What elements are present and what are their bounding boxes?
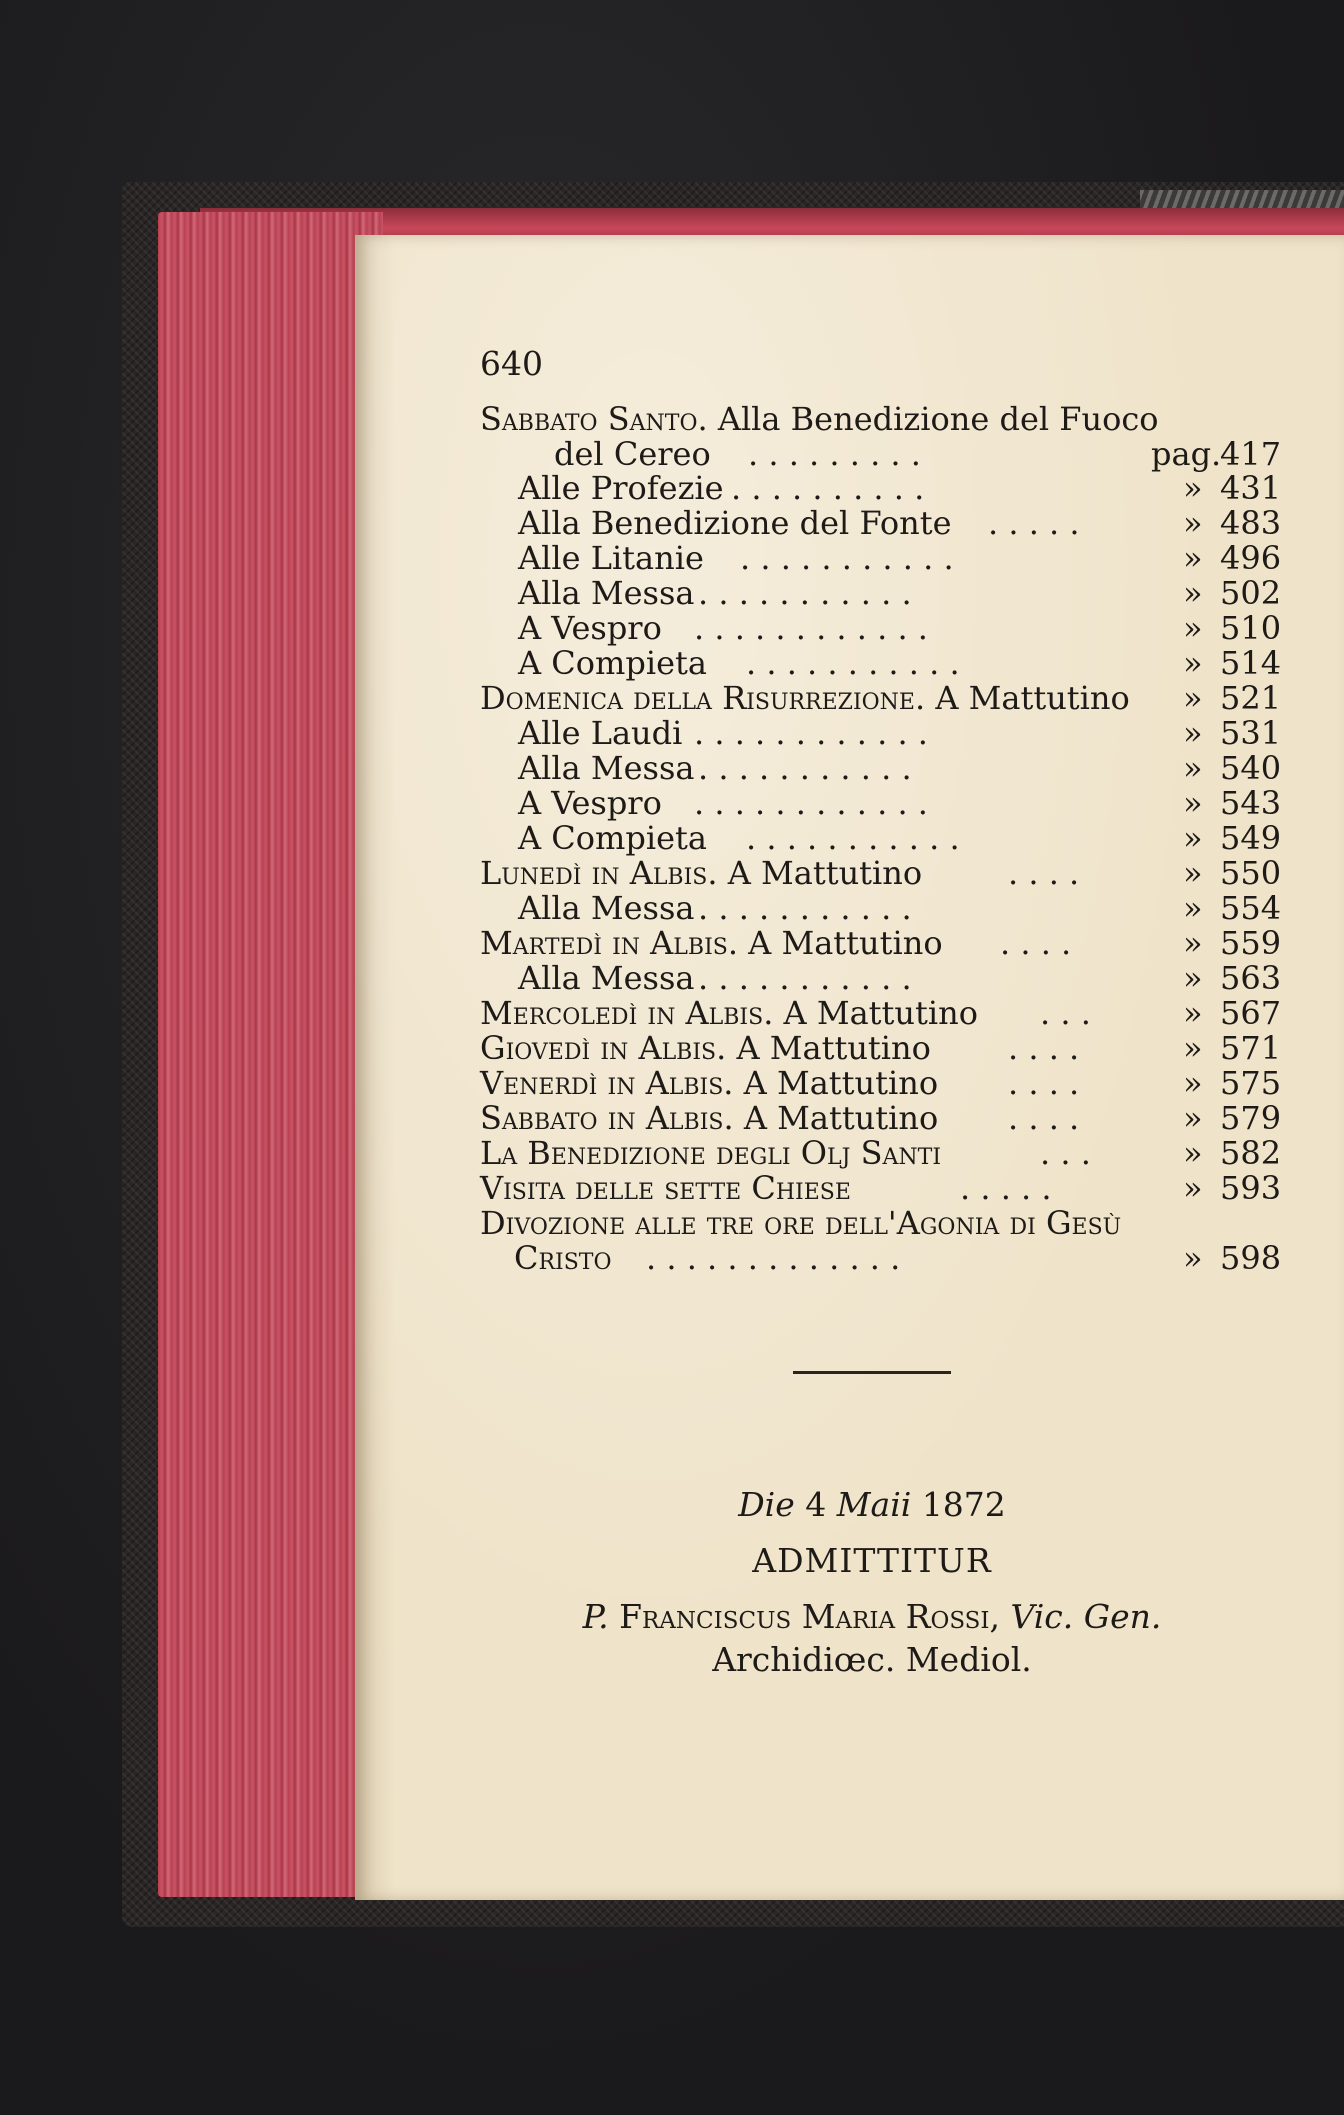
ditto-mark: » [1183, 539, 1203, 577]
entry-heading: Sabbato Santo. [480, 400, 708, 438]
leader-dots: . . . . [1008, 854, 1080, 892]
leader-dots: . . . . . . . . . . . [740, 539, 954, 577]
ditto-mark: » [1183, 679, 1203, 717]
ditto-mark: » [1183, 644, 1203, 682]
entry-heading: Sabbato in Albis. [480, 1099, 734, 1137]
entry-label: Alla Messa [518, 749, 695, 787]
leader-dots: . . . . . . . . . . . [698, 959, 912, 997]
index-entry [0, 541, 1280, 576]
ditto-mark: » [1183, 1064, 1203, 1102]
page-abbrev: pag. [1151, 435, 1222, 473]
entry-label: del Cereo [554, 435, 711, 473]
section-divider [793, 1371, 951, 1374]
entry-label: A Vespro [518, 784, 662, 822]
index-entry [0, 402, 1280, 437]
entry-heading: Divozione alle tre ore dell'Agonia di Gesù [480, 1204, 1122, 1242]
entry-page: 531 [1220, 714, 1282, 752]
entry-page: 579 [1220, 1099, 1282, 1137]
ditto-mark: » [1183, 574, 1203, 612]
leader-dots: . . . . . . . . . . . . [694, 609, 928, 647]
ditto-mark: » [1183, 1029, 1203, 1067]
leader-dots: . . . . . . . . . [748, 435, 921, 473]
entry-page: 559 [1220, 924, 1282, 962]
index-entry [0, 856, 1280, 891]
entry-page: 554 [1220, 889, 1282, 927]
leader-dots: . . . . . . . . . . . [698, 749, 912, 787]
approval-date [200, 1485, 1344, 1525]
entry-heading: Mercoledì in Albis. [480, 994, 774, 1032]
ditto-mark: » [1183, 1134, 1203, 1172]
entry-page: 549 [1220, 819, 1282, 857]
signatory-name: Franciscus Maria Rossi, [619, 1597, 1000, 1636]
entry-label: A Vespro [518, 609, 662, 647]
leader-dots: . . . . [1008, 1064, 1080, 1102]
ditto-mark: » [1183, 889, 1203, 927]
ditto-mark: » [1183, 819, 1203, 857]
signatory-title: Vic. Gen. [1010, 1597, 1162, 1636]
entry-label: A Mattutino [726, 1029, 931, 1067]
entry-heading: Lunedì in Albis. [480, 854, 718, 892]
ditto-mark: » [1183, 1099, 1203, 1137]
ditto-mark: » [1183, 504, 1203, 542]
ditto-mark: » [1183, 1239, 1203, 1277]
entry-page: 510 [1220, 609, 1282, 647]
entry-page: 593 [1220, 1169, 1282, 1207]
index-entry [0, 891, 1280, 926]
ditto-mark: » [1183, 609, 1203, 647]
index-entry [0, 1171, 1280, 1206]
index-entry [0, 821, 1280, 856]
index-entry [0, 576, 1280, 611]
entry-label: A Compieta [518, 819, 707, 857]
entry-label: A Mattutino [733, 1064, 939, 1102]
leader-dots: . . . . . . . . . . . . [694, 714, 928, 752]
entry-label: A Mattutino [773, 994, 978, 1032]
index-entry [0, 681, 1280, 716]
page-number: 640 [480, 344, 543, 383]
signatory-initial: P. [582, 1597, 609, 1636]
index-entry [0, 437, 1280, 472]
index-entry [0, 716, 1280, 751]
signatory [200, 1597, 1344, 1637]
leader-dots: . . . . . . . . . . . [746, 819, 960, 857]
entry-page: 483 [1220, 504, 1282, 542]
date-day: 4 [805, 1485, 827, 1524]
entry-page: 496 [1220, 539, 1282, 577]
entry-heading: Martedì in Albis. [480, 924, 738, 962]
leader-dots: . . . [1040, 994, 1091, 1032]
date-prefix: Die [738, 1485, 795, 1524]
entry-label: Alle Laudi [518, 714, 683, 752]
ditto-mark: » [1183, 959, 1203, 997]
leader-dots: . . . . . . . . . . . [698, 889, 912, 927]
ditto-mark: » [1183, 749, 1203, 787]
index-entry [0, 786, 1280, 821]
leader-dots: . . . . [1008, 1029, 1080, 1067]
entry-label: Alla Messa [518, 889, 695, 927]
date-year: 1872 [921, 1485, 1006, 1524]
entry-page: 502 [1220, 574, 1282, 612]
leader-dots: . . . [1040, 1134, 1091, 1172]
index-entry [0, 471, 1280, 506]
index-entry [0, 1031, 1280, 1066]
leader-dots: . . . . . [988, 504, 1080, 542]
leader-dots: . . . . . . . . . . . [698, 574, 912, 612]
entry-page: 550 [1220, 854, 1282, 892]
leader-dots: . . . . . . . . . . . . . [646, 1239, 901, 1277]
ditto-mark: » [1183, 924, 1203, 962]
entry-label: A Mattutino [733, 1099, 939, 1137]
index-entry [0, 751, 1280, 786]
entry-label: Alla Messa [518, 959, 695, 997]
ditto-mark: » [1183, 994, 1203, 1032]
entry-page: 540 [1220, 749, 1282, 787]
entry-page: 543 [1220, 784, 1282, 822]
entry-label: Alle Litanie [518, 539, 704, 577]
index-entry [0, 1066, 1280, 1101]
entry-label: A Mattutino [925, 679, 1130, 717]
index-entry [0, 1101, 1280, 1136]
entry-label: A Mattutino [717, 854, 923, 892]
entry-page: 431 [1220, 469, 1282, 507]
index-entry [0, 1206, 1280, 1241]
entry-page: 521 [1220, 679, 1282, 717]
leader-dots: . . . . . . . . . . . [746, 644, 960, 682]
entry-page: 571 [1220, 1029, 1282, 1067]
entry-label: Alla Benedizione del Fuoco [707, 400, 1159, 438]
entry-heading: Visita delle sette Chiese [480, 1169, 851, 1207]
leader-dots: . . . . [1008, 1099, 1080, 1137]
diocese: Archidiœc. Mediol. [712, 1640, 1032, 1679]
leader-dots: . . . . . . . . . . [731, 469, 925, 507]
entry-page: 598 [1220, 1239, 1282, 1277]
entry-label: A Mattutino [738, 924, 943, 962]
ditto-mark: » [1183, 714, 1203, 752]
entry-heading: Giovedì in Albis. [480, 1029, 727, 1067]
leader-dots: . . . . [1000, 924, 1072, 962]
index-entry [0, 646, 1280, 681]
entry-page: 514 [1220, 644, 1282, 682]
entry-label: Alle Profezie [518, 469, 724, 507]
entry-page: 575 [1220, 1064, 1282, 1102]
leader-dots: . . . . . [960, 1169, 1052, 1207]
leader-dots: . . . . . . . . . . . . [694, 784, 928, 822]
entry-heading: La Benedizione degli Olj Santi [480, 1134, 942, 1172]
entry-heading: Domenica della Risurrezione. [480, 679, 926, 717]
index-entry [0, 1136, 1280, 1171]
ditto-mark: » [1183, 469, 1203, 507]
ditto-mark: » [1183, 784, 1203, 822]
index-entry [0, 926, 1280, 961]
entry-page: 417 [1220, 435, 1282, 473]
entry-heading: Venerdì in Albis. [480, 1064, 734, 1102]
admittitur: ADMITTITUR [752, 1541, 992, 1580]
entry-page: 582 [1220, 1134, 1282, 1172]
entry-page: 567 [1220, 994, 1282, 1032]
index-entry [0, 506, 1280, 541]
index-entry [0, 611, 1280, 646]
entry-heading: Cristo [514, 1239, 612, 1277]
index-entry [0, 996, 1280, 1031]
ditto-mark: » [1183, 1169, 1203, 1207]
ditto-mark: » [1183, 854, 1203, 892]
entry-label: Alla Benedizione del Fonte [518, 504, 952, 542]
index-entry [0, 961, 1280, 996]
entry-label: Alla Messa [518, 574, 695, 612]
index-entry [0, 1241, 1280, 1276]
date-month: Maii [836, 1485, 912, 1524]
entry-page: 563 [1220, 959, 1282, 997]
entry-label: A Compieta [518, 644, 707, 682]
